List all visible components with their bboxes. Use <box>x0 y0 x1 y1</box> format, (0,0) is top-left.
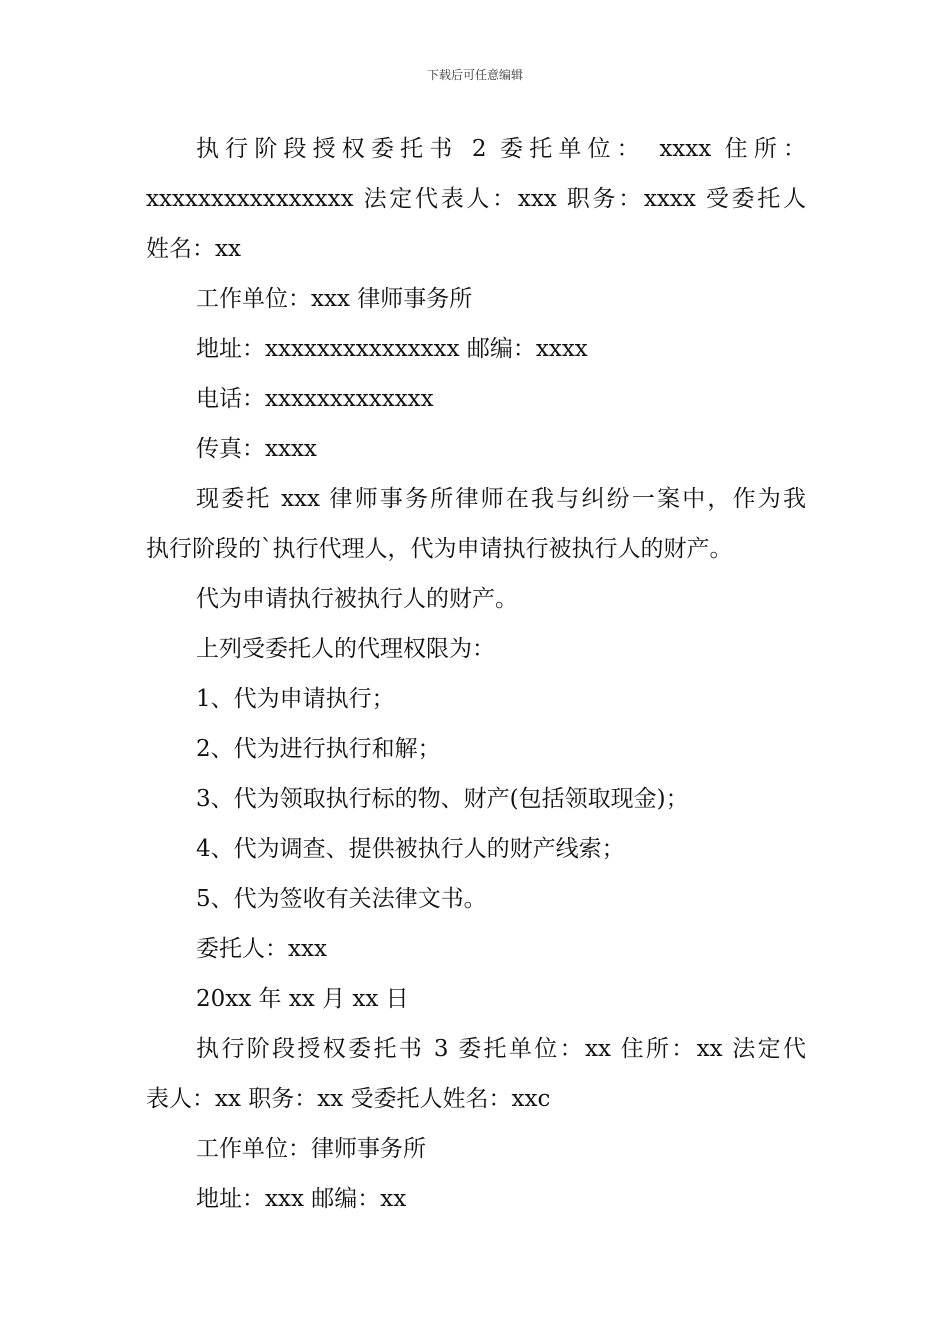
text-line: 执行阶段授权委托书 2 委托单位： xxxx 住所： <box>196 136 806 162</box>
text-line: 执行阶段授权委托书 3 委托单位：xx 住所：xx 法定代 <box>196 1036 806 1062</box>
list-item: 2、代为进行执行和解； <box>196 736 441 762</box>
list-item: 3、代为领取执行标的物、财产(包括领取现金)； <box>196 786 689 812</box>
text-line: 工作单位：律师事务所 <box>196 1136 426 1162</box>
text-line: 地址：xxxxxxxxxxxxxxx 邮编：xxxx <box>196 336 588 362</box>
text-line: 地址：xxx 邮编：xx <box>196 1186 407 1212</box>
page-header: 下载后可任意编辑 <box>426 68 523 82</box>
list-item: 5、代为签收有关法律文书。 <box>196 886 487 912</box>
list-item: 1、代为申请执行； <box>196 686 395 712</box>
text-line: 传真：xxxx <box>196 436 317 462</box>
text-line: 执行阶段的`执行代理人，代为申请执行被执行人的财产。 <box>146 536 733 562</box>
signature-line: 委托人：xxx <box>196 936 327 962</box>
text-line: 代为申请执行被执行人的财产。 <box>196 586 518 612</box>
date-line: 20xx 年 xx 月 xx 日 <box>196 986 409 1012</box>
text-line: 姓名：xx <box>146 236 241 262</box>
list-item: 4、代为调查、提供被执行人的财产线索； <box>196 836 625 862</box>
text-line: 表人：xx 职务：xx 受委托人姓名：xxc <box>146 1086 551 1112</box>
text-line: 上列受委托人的代理权限为： <box>196 636 495 662</box>
text-line: 工作单位：xxx 律师事务所 <box>196 286 473 312</box>
text-line: 电话：xxxxxxxxxxxxx <box>196 386 434 412</box>
text-line: xxxxxxxxxxxxxxxx 法定代表人：xxx 职务：xxxx 受委托人 <box>146 186 806 212</box>
document-body <box>146 124 806 1224</box>
text-line: 现委托 xxx 律师事务所律师在我与纠纷一案中，作为我 <box>196 486 806 512</box>
